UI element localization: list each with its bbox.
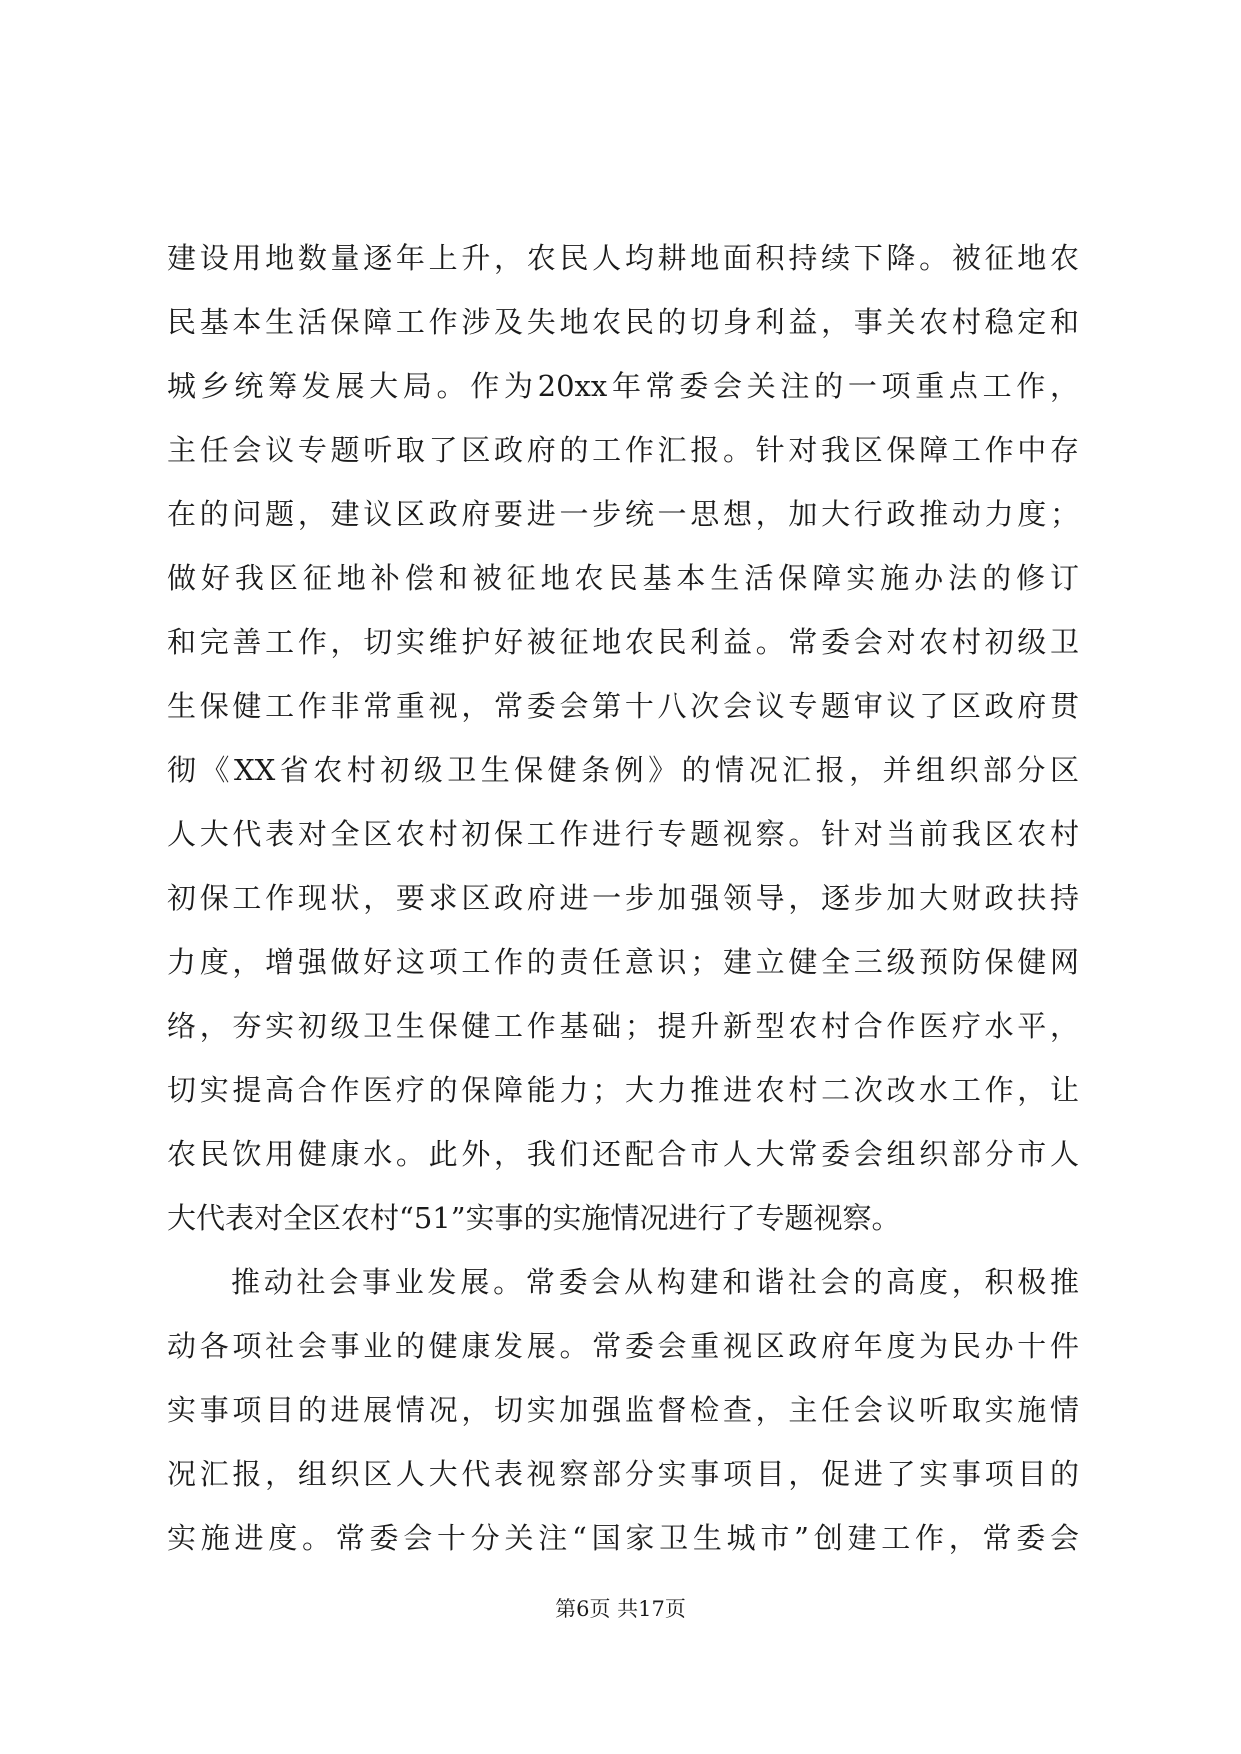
text-line: 大代表对全区农村“51”实事的实施情况进行了专题视察。 — [167, 1201, 901, 1235]
text-line: 彻《XX省农村初级卫生保健条例》的情况汇报，并组织部分区 — [167, 753, 1079, 787]
text-line: 和完善工作，切实维护好被征地农民利益。常委会对农村初级卫 — [167, 625, 1079, 659]
text-line: 切实提高合作医疗的保障能力；大力推进农村二次改水工作，让 — [167, 1073, 1079, 1107]
page-number: 第6页 共17页 — [555, 1597, 686, 1621]
text-line: 主任会议专题听取了区政府的工作汇报。针对我区保障工作中存 — [167, 433, 1079, 467]
text-line: 动各项社会事业的健康发展。常委会重视区政府年度为民办十件 — [167, 1329, 1079, 1363]
text-line: 城乡统筹发展大局。作为20xx年常委会关注的一项重点工作， — [167, 369, 1079, 403]
text-line: 人大代表对全区农村初保工作进行专题视察。针对当前我区农村 — [167, 817, 1079, 851]
text-line: 做好我区征地补偿和被征地农民基本生活保障实施办法的修订 — [167, 561, 1079, 595]
text-line: 实事项目的进展情况，切实加强监督检查，主任会议听取实施情 — [167, 1393, 1079, 1427]
text-line: 农民饮用健康水。此外，我们还配合市人大常委会组织部分市人 — [167, 1137, 1079, 1171]
text-line: 在的问题，建议区政府要进一步统一思想，加大行政推动力度； — [167, 497, 1079, 531]
text-line: 建设用地数量逐年上升，农民人均耕地面积持续下降。被征地农 — [167, 241, 1079, 275]
paragraph — [167, 1250, 1079, 1570]
text-line: 民基本生活保障工作涉及失地农民的切身利益，事关农村稳定和 — [167, 305, 1079, 339]
text-line: 络，夯实初级卫生保健工作基础；提升新型农村合作医疗水平， — [167, 1009, 1079, 1043]
text-line: 实施进度。常委会十分关注“国家卫生城市”创建工作，常委会 — [167, 1521, 1079, 1555]
text-line: 况汇报，组织区人大代表视察部分实事项目，促进了实事项目的 — [167, 1457, 1079, 1491]
text-line: 初保工作现状，要求区政府进一步加强领导，逐步加大财政扶持 — [167, 881, 1079, 915]
text-line: 力度，增强做好这项工作的责任意识；建立健全三级预防保健网 — [167, 945, 1079, 979]
text-line: 推动社会事业发展。常委会从构建和谐社会的高度，积极推 — [231, 1265, 1079, 1299]
text-line: 生保健工作非常重视，常委会第十八次会议专题审议了区政府贯 — [167, 689, 1079, 723]
body-text — [167, 226, 1079, 1570]
paragraph — [167, 226, 1079, 1250]
